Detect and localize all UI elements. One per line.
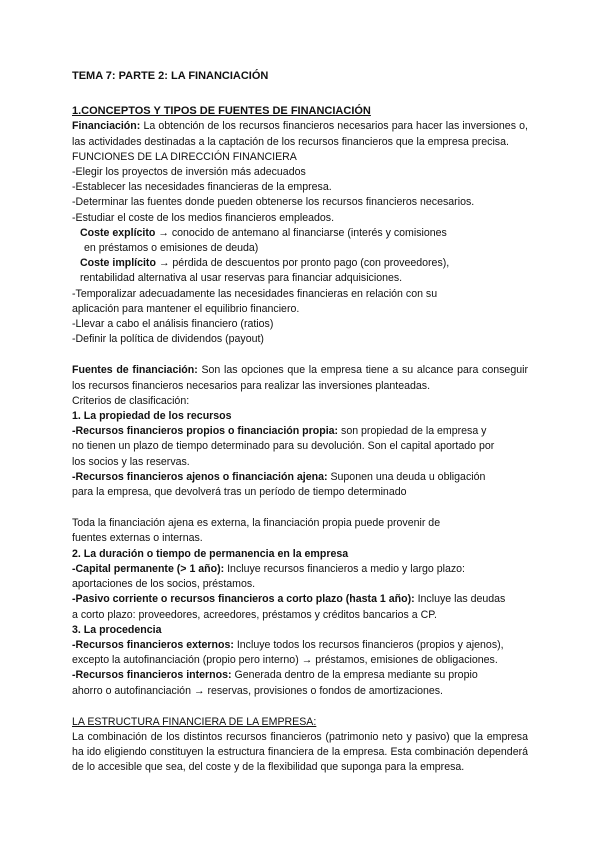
criterio-1-heading-text: 1. La propiedad de los recursos — [72, 410, 232, 423]
document-title: TEMA 7: PARTE 2: LA FINANCIACIÓN — [72, 70, 269, 82]
recursos-externos-line2: excepto la autofinanciación (propio pero interno) → préstamos, emisiones de obligaciones. — [72, 654, 498, 667]
funcion-5-line2: aplicación para mantener el equilibrio financiero. — [72, 302, 300, 315]
capital-permanente-text: Incluye recursos financieros a medio y largo plazo: — [224, 562, 466, 575]
recursos-propios-line3: los socios y las reservas. — [72, 455, 190, 468]
recursos-internos — [72, 668, 528, 683]
recursos-ajenos-text: Suponen una deuda u obligación — [327, 470, 486, 483]
coste-implicito-text: → pérdida de descuentos por pronto pago (con proveedores), — [155, 257, 450, 270]
pasivo-corriente — [72, 592, 528, 607]
recursos-internos-line2: ahorro o autofinanciación → reservas, provisiones o fondos de amortizaciones. — [72, 684, 443, 697]
financiacion-term: Financiación: — [72, 120, 141, 133]
recursos-internos-text: Generada dentro de la empresa mediante su propio — [231, 669, 478, 682]
financiacion-text: La obtención de los recursos financieros necesarios para hacer las inversiones o, las actividades destinadas a la captación de los recursos financieros que la empresa precisa. — [72, 120, 528, 148]
pasivo-corriente-line2: a corto plazo: proveedores, acreedores, préstamos y créditos bancarios a CP. — [72, 608, 437, 621]
estructura-text: La combinación de los distintos recursos financieros (patrimonio neto y pasivo) que la empresa ha ido eligiendo constituyen la estructura financiera de la empresa. Esta combinación dependerá de lo accesible que sea, del coste y de la flexibilidad que suponga para la empresa. — [72, 730, 528, 774]
funcion-3: -Determinar las fuentes donde pueden obtenerse los recursos financieros necesarios. — [72, 196, 475, 209]
pasivo-corriente-text: Incluye las deudas — [414, 593, 506, 606]
criterio-3-heading-text: 3. La procedencia — [72, 623, 162, 636]
recursos-internos-term: -Recursos financieros internos: — [72, 669, 232, 682]
recursos-ajenos-term: -Recursos financieros ajenos o financiación ajena: — [72, 470, 328, 483]
fuentes-text: Son las opciones que la empresa tiene a su alcance para conseguir los recursos financieros necesarios para realizar las inversiones planteadas. — [72, 364, 528, 392]
financiacion-definition — [72, 119, 528, 149]
recursos-propios-text: son propiedad de la empresa y — [338, 425, 487, 438]
estructura-heading — [72, 715, 528, 730]
capital-permanente-line2: aportaciones de los socios, préstamos. — [72, 578, 256, 591]
coste-explicito-term: Coste explícito — [80, 226, 156, 239]
recursos-externos-term: -Recursos financieros externos: — [72, 638, 234, 651]
section-1-heading: 1.CONCEPTOS Y TIPOS DE FUENTES DE FINANCIACIÓN — [72, 105, 371, 118]
funcion-5: -Temporalizar adecuadamente las necesidades financieras en relación con su — [72, 287, 438, 300]
estructura-heading-text: LA ESTRUCTURA FINANCIERA DE LA EMPRESA: — [72, 715, 317, 728]
recursos-externos — [72, 638, 528, 653]
recursos-propios-term: -Recursos financieros propios o financiación propia: — [72, 425, 339, 438]
criterio-3-heading — [72, 623, 528, 638]
funcion-1: -Elegir los proyectos de inversión más adecuados — [72, 166, 306, 179]
recursos-propios — [72, 424, 528, 439]
coste-implicito — [72, 256, 528, 271]
document-page — [72, 66, 528, 776]
coste-implicito-line2: rentabilidad alternativa al usar reservas para financiar adquisiciones. — [80, 272, 403, 285]
toda-financiacion-line1: Toda la financiación ajena es externa, la financiación propia puede provenir de — [72, 517, 441, 530]
funcion-6: -Llevar a cabo el análisis financiero (ratios) — [72, 318, 274, 331]
pasivo-corriente-term: -Pasivo corriente o recursos financieros a corto plazo (hasta 1 año): — [72, 593, 415, 606]
funciones-heading: FUNCIONES DE LA DIRECCIÓN FINANCIERA — [72, 150, 297, 163]
toda-financiacion-line2: fuentes externas o internas. — [72, 532, 203, 545]
funcion-4: -Estudiar el coste de los medios financieros empleados. — [72, 211, 335, 224]
coste-implicito-term: Coste implícito — [80, 257, 156, 270]
fuentes-term: Fuentes de financiación: — [72, 364, 198, 377]
criterio-1-heading — [72, 409, 528, 424]
coste-explicito — [72, 226, 528, 241]
fuentes-definition — [72, 363, 528, 393]
recursos-ajenos-line2: para la empresa, que devolverá tras un período de tiempo determinado — [72, 486, 407, 499]
coste-explicito-text: → conocido de antemano al financiarse (interés y comisiones — [155, 226, 447, 239]
coste-explicito-line2: en préstamos o emisiones de deuda) — [84, 242, 259, 255]
recursos-externos-text: Incluye todos los recursos financieros (propios y ajenos), — [233, 638, 504, 651]
recursos-ajenos — [72, 470, 528, 485]
criterios-label: Criterios de clasificación: — [72, 394, 190, 407]
recursos-propios-line2: no tienen un plazo de tiempo determinado para su devolución. Son el capital aportado por — [72, 440, 495, 453]
funcion-2: -Establecer las necesidades financieras de la empresa. — [72, 181, 332, 194]
criterio-2-heading-text: 2. La duración o tiempo de permanencia en la empresa — [72, 547, 349, 560]
capital-permanente-term: -Capital permanente (> 1 año): — [72, 562, 225, 575]
criterio-2-heading — [72, 547, 528, 562]
capital-permanente — [72, 562, 528, 577]
funcion-7: -Definir la política de dividendos (payout) — [72, 333, 264, 346]
